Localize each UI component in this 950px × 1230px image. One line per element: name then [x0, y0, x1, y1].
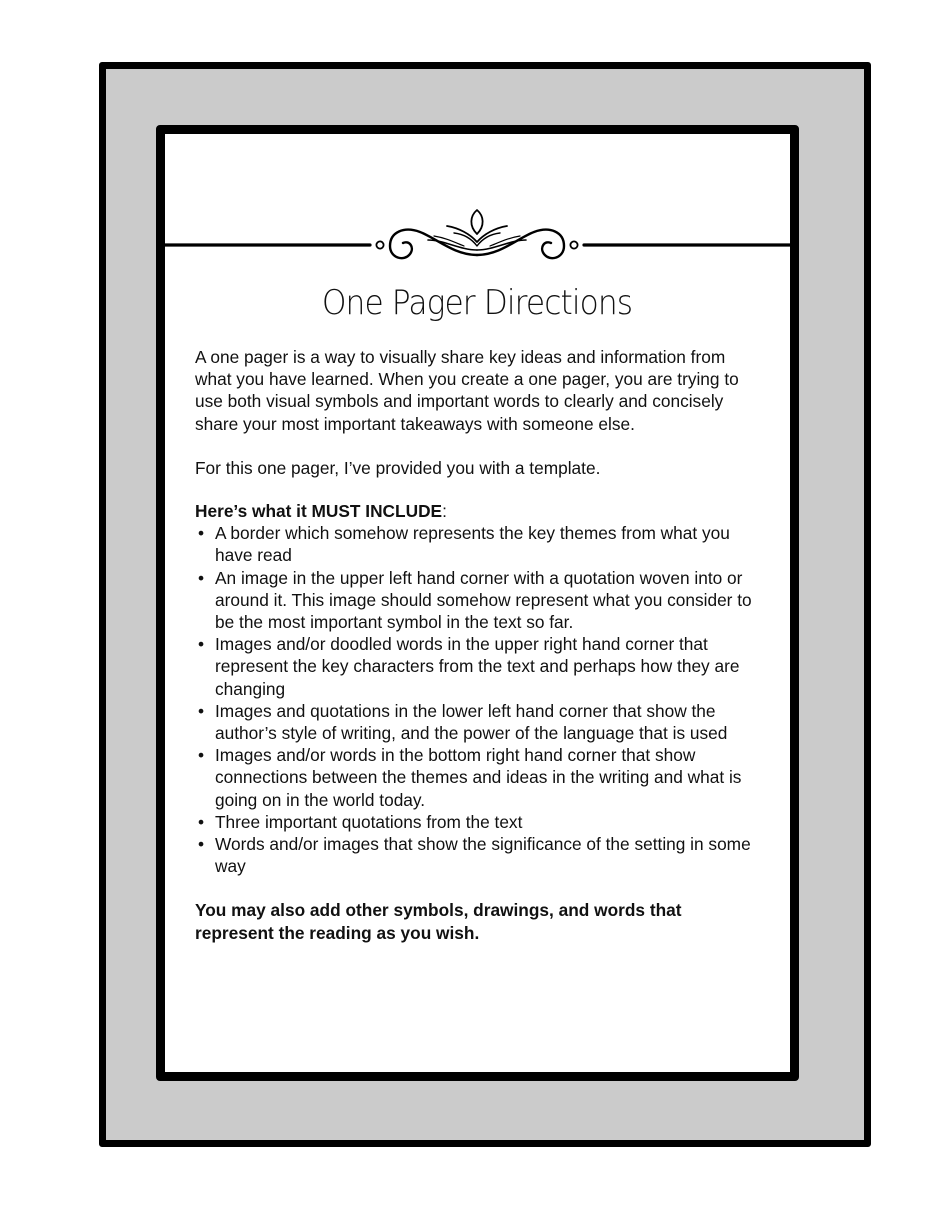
bullet-icon: • — [197, 634, 205, 655]
list-item-text: Three important quotations from the text — [215, 811, 523, 832]
requirements-list — [195, 522, 765, 877]
list-item — [195, 522, 765, 566]
list-item — [195, 633, 765, 700]
list-item — [195, 811, 765, 833]
closing-note: You may also add other symbols, drawings, and words that represent the reading as you wish. — [195, 900, 682, 943]
bullet-icon: • — [197, 523, 205, 544]
template-note: For this one pager, I’ve provided you with a template. — [195, 457, 601, 478]
must-include-label: Here’s what it MUST INCLUDE — [195, 501, 443, 522]
list-item-text: An image in the upper left hand corner with a quotation woven into or around it. This image should somehow represent what you consider to be the most important symbol in the text so far. — [215, 567, 752, 633]
intro-paragraph: A one pager is a way to visually share key ideas and information from what you have learned. When you create a one pager, you are trying to use both visual symbols and important words to clearly and concisely share your most important takeaways with someone else. — [195, 347, 739, 434]
bullet-icon: • — [197, 745, 205, 766]
bullet-icon: • — [197, 834, 205, 855]
bullet-icon: • — [197, 811, 205, 832]
must-include-colon: : — [442, 501, 447, 522]
list-item — [195, 700, 765, 744]
list-item-text: Images and/or words in the bottom right hand corner that show connections between the themes and ideas in the writing and what is going on in the world today. — [215, 745, 742, 810]
list-item — [195, 744, 765, 811]
bullet-icon: • — [197, 700, 205, 721]
directions-body — [195, 346, 765, 944]
list-item-text: Images and quotations in the lower left hand corner that show the author’s style of writing, and the power of the language that is used — [215, 700, 728, 744]
list-item-text: Images and/or doodled words in the upper right hand corner that represent the key characters from the text and perhaps how they are changing — [215, 634, 740, 699]
flourish-divider-icon — [164, 200, 790, 270]
list-item — [195, 567, 765, 634]
bullet-icon: • — [197, 567, 205, 588]
list-item — [195, 833, 765, 877]
must-include-heading — [195, 500, 765, 522]
list-item-text: A border which somehow represents the key themes from what you have read — [215, 523, 730, 566]
list-item-text: Words and/or images that show the significance of the setting in some way — [215, 834, 751, 877]
page-title: One Pager Directions — [321, 283, 633, 323]
